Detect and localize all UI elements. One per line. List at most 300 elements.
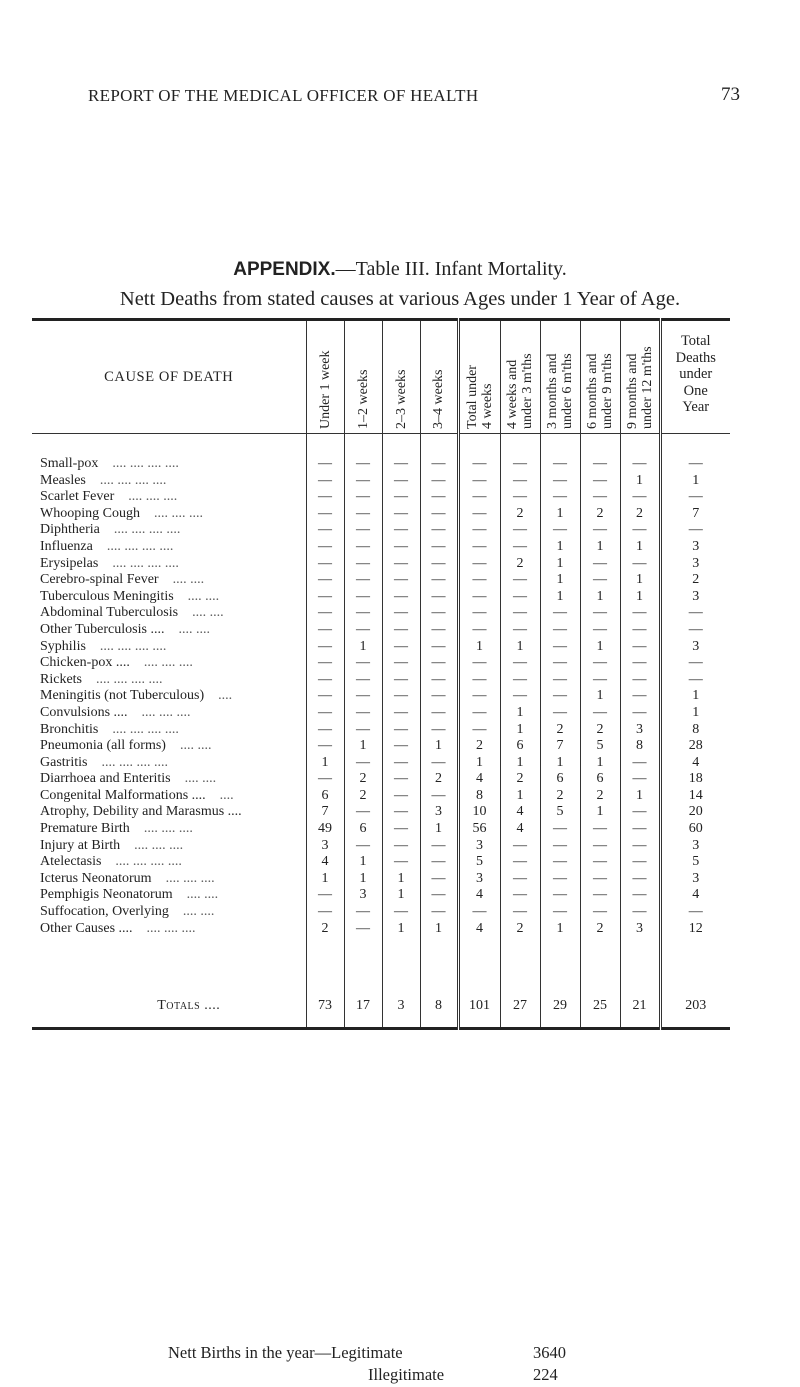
value-cell: —: [540, 605, 580, 622]
column-header-label: 3–4 weeks: [431, 369, 446, 429]
value-cell: 3: [660, 639, 730, 656]
births-legitimate-value: 3640: [533, 1343, 566, 1362]
value-cell: 1: [500, 722, 540, 739]
spacer-cell: [344, 434, 382, 457]
cause-cell: [32, 788, 306, 805]
value-cell: —: [540, 887, 580, 904]
column-header-label: 1–2 weeks: [355, 369, 371, 429]
leader-dots: .... .... .... ....: [101, 754, 168, 770]
value-cell: 3: [660, 556, 730, 573]
value-cell: —: [306, 572, 344, 589]
table-row: [32, 572, 730, 589]
totals-label: Totals ....: [32, 991, 306, 1029]
value-cell: —: [540, 904, 580, 921]
value-cell: —: [382, 771, 420, 788]
column-header-label: 6 months and under 9 m'ths: [585, 353, 615, 429]
cause-cell: [32, 489, 306, 506]
value-cell: —: [620, 605, 660, 622]
value-cell: —: [306, 522, 344, 539]
value-cell: 4: [660, 887, 730, 904]
value-cell: —: [620, 887, 660, 904]
leader-dots: .... .... ....: [128, 489, 178, 505]
cause-label: Syphilis: [40, 638, 86, 654]
value-cell: —: [344, 473, 382, 490]
cause-cell: [32, 738, 306, 755]
cause-label: Pneumonia (all forms): [40, 738, 166, 754]
table-row: [32, 871, 730, 888]
table-subtitle: Nett Deaths from stated causes at various Ages under 1 Year of Age.: [119, 288, 681, 310]
value-cell: —: [660, 522, 730, 539]
value-cell: —: [344, 622, 382, 639]
value-cell: —: [458, 522, 500, 539]
value-cell: 2: [580, 788, 620, 805]
value-cell: 4: [458, 887, 500, 904]
value-cell: 1: [306, 755, 344, 772]
leader-dots: .... .... ....: [141, 704, 191, 720]
page-number: 73: [721, 84, 740, 105]
leader-dots: .... .... ....: [153, 505, 203, 521]
value-cell: —: [580, 605, 620, 622]
value-cell: 1: [306, 871, 344, 888]
cause-label: Suffocation, Overlying: [40, 904, 169, 920]
value-cell: —: [382, 589, 420, 606]
leader-dots: .... ....: [187, 588, 220, 604]
value-cell: —: [580, 622, 620, 639]
value-cell: 10: [458, 804, 500, 821]
births-label: Nett Births in the year—Legitimate: [168, 1343, 403, 1362]
value-cell: 6: [500, 738, 540, 755]
totals-value-cell: 21: [620, 991, 660, 1029]
totals-value-cell: 17: [344, 991, 382, 1029]
value-cell: —: [620, 904, 660, 921]
value-cell: 14: [660, 788, 730, 805]
value-cell: 4: [458, 921, 500, 938]
table-row: [32, 605, 730, 622]
value-cell: —: [620, 522, 660, 539]
cause-cell: [32, 887, 306, 904]
value-cell: —: [580, 489, 620, 506]
value-cell: —: [306, 771, 344, 788]
value-cell: —: [500, 522, 540, 539]
appendix-lead: APPENDIX.: [233, 259, 336, 280]
value-cell: —: [306, 738, 344, 755]
leader-dots: .... ....: [186, 887, 219, 903]
value-cell: —: [382, 804, 420, 821]
value-cell: —: [620, 755, 660, 772]
births-illegitimate-label: Illegitimate: [368, 1365, 445, 1384]
value-cell: —: [660, 655, 730, 672]
table-row: [32, 788, 730, 805]
value-cell: —: [458, 605, 500, 622]
value-cell: 1: [580, 539, 620, 556]
cause-cell: [32, 904, 306, 921]
value-cell: 3: [306, 838, 344, 855]
value-cell: —: [344, 722, 382, 739]
value-cell: 1: [344, 738, 382, 755]
value-cell: 5: [540, 804, 580, 821]
value-cell: 8: [458, 788, 500, 805]
value-cell: —: [306, 622, 344, 639]
value-cell: —: [620, 655, 660, 672]
column-header-label: 4 weeks and under 3 m'ths: [505, 353, 535, 429]
table-row: [32, 771, 730, 788]
value-cell: —: [420, 688, 458, 705]
value-cell: 7: [306, 804, 344, 821]
value-cell: 1: [620, 473, 660, 490]
value-cell: 1: [458, 639, 500, 656]
value-cell: —: [344, 705, 382, 722]
spacer-row: [32, 434, 730, 457]
value-cell: —: [344, 672, 382, 689]
value-cell: —: [620, 804, 660, 821]
table-row: [32, 473, 730, 490]
value-cell: 3: [420, 804, 458, 821]
value-cell: —: [420, 572, 458, 589]
value-cell: —: [660, 904, 730, 921]
value-cell: 7: [660, 506, 730, 523]
cause-label: Rickets: [40, 671, 82, 687]
value-cell: 1: [458, 755, 500, 772]
cause-cell: [32, 522, 306, 539]
value-cell: —: [420, 705, 458, 722]
table-row: [32, 522, 730, 539]
value-cell: 5: [580, 738, 620, 755]
leader-dots: .... .... .... ....: [113, 522, 181, 538]
value-cell: —: [580, 705, 620, 722]
value-cell: 3: [660, 871, 730, 888]
column-header-label: Total under 4 weeks: [464, 365, 495, 429]
value-cell: 6: [540, 771, 580, 788]
value-cell: —: [500, 904, 540, 921]
cause-label: Influenza: [40, 538, 93, 554]
value-cell: —: [306, 456, 344, 473]
value-cell: —: [382, 821, 420, 838]
value-cell: —: [382, 489, 420, 506]
total-column-header: [660, 320, 730, 434]
value-cell: 1: [382, 887, 420, 904]
value-cell: 4: [306, 854, 344, 871]
value-cell: 2: [500, 506, 540, 523]
cause-label: Convulsions ....: [40, 704, 128, 720]
value-cell: 2: [580, 921, 620, 938]
value-cell: —: [500, 456, 540, 473]
value-cell: —: [420, 473, 458, 490]
value-cell: 5: [660, 854, 730, 871]
value-cell: —: [620, 838, 660, 855]
value-cell: 3: [458, 838, 500, 855]
value-cell: 1: [500, 755, 540, 772]
value-cell: 1: [540, 539, 580, 556]
leader-dots: .... .... .... ....: [96, 671, 163, 687]
value-cell: 1: [660, 473, 730, 490]
value-cell: 1: [540, 556, 580, 573]
value-cell: —: [382, 456, 420, 473]
value-cell: —: [344, 589, 382, 606]
spacer-cell: [620, 434, 660, 457]
value-cell: —: [306, 887, 344, 904]
table-row: [32, 804, 730, 821]
cause-label: Gastritis: [40, 754, 88, 770]
value-cell: 6: [580, 771, 620, 788]
value-cell: 2: [540, 722, 580, 739]
value-cell: —: [540, 489, 580, 506]
spacer-cell: [458, 434, 500, 457]
value-cell: —: [580, 672, 620, 689]
cause-label: Other Causes ....: [40, 920, 133, 936]
value-cell: —: [540, 838, 580, 855]
value-cell: 4: [500, 821, 540, 838]
spacer-cell: [32, 937, 306, 991]
cause-cell: [32, 722, 306, 739]
value-cell: 2: [580, 506, 620, 523]
value-cell: 4: [458, 771, 500, 788]
column-header: [420, 320, 458, 434]
table-row: [32, 639, 730, 656]
table-row: [32, 755, 730, 772]
value-cell: —: [420, 589, 458, 606]
table-row: [32, 655, 730, 672]
value-cell: 1: [344, 639, 382, 656]
value-cell: 2: [660, 572, 730, 589]
value-cell: —: [306, 688, 344, 705]
cause-cell: [32, 456, 306, 473]
value-cell: —: [382, 755, 420, 772]
value-cell: —: [540, 639, 580, 656]
table-row: [32, 506, 730, 523]
totals-value-cell: 8: [420, 991, 458, 1029]
spacer-cell: [344, 937, 382, 991]
appendix-title: [0, 258, 800, 281]
total-column-header-label: Total Deaths under One Year: [675, 333, 716, 415]
value-cell: 2: [500, 556, 540, 573]
value-cell: —: [500, 887, 540, 904]
value-cell: —: [620, 854, 660, 871]
table-row: [32, 838, 730, 855]
leader-dots: .... ....: [172, 572, 205, 588]
value-cell: —: [420, 672, 458, 689]
totals-value-cell: 101: [458, 991, 500, 1029]
value-cell: —: [382, 556, 420, 573]
spacer-cell: [382, 434, 420, 457]
value-cell: 6: [306, 788, 344, 805]
value-cell: —: [382, 854, 420, 871]
cause-label: Erysipelas: [40, 555, 99, 571]
cause-cell: [32, 605, 306, 622]
value-cell: —: [306, 639, 344, 656]
value-cell: 1: [540, 921, 580, 938]
table-row: [32, 921, 730, 938]
cause-label: Abdominal Tuberculosis: [40, 605, 179, 621]
leader-dots: .... .... .... ....: [112, 721, 179, 737]
leader-dots: .... .... .... ....: [112, 456, 179, 471]
value-cell: —: [344, 838, 382, 855]
value-cell: —: [458, 489, 500, 506]
table-row: [32, 722, 730, 739]
cause-label: Whooping Cough: [40, 505, 140, 521]
value-cell: 1: [660, 688, 730, 705]
table-header-row: [32, 320, 730, 434]
spacer-cell: [500, 434, 540, 457]
value-cell: —: [580, 556, 620, 573]
table-row: [32, 738, 730, 755]
value-cell: —: [344, 904, 382, 921]
value-cell: —: [458, 672, 500, 689]
leader-dots: .... ....: [178, 621, 210, 637]
column-header-label: 3 months and under 6 m'ths: [545, 353, 575, 429]
leader-dots: .... ....: [182, 904, 215, 920]
spacer-cell: [306, 937, 344, 991]
value-cell: 1: [344, 871, 382, 888]
value-cell: 1: [580, 639, 620, 656]
cause-cell: [32, 639, 306, 656]
value-cell: 1: [420, 921, 458, 938]
value-cell: —: [306, 705, 344, 722]
value-cell: 2: [620, 506, 660, 523]
value-cell: 1: [580, 804, 620, 821]
cause-cell: [32, 771, 306, 788]
value-cell: —: [382, 722, 420, 739]
value-cell: 1: [620, 539, 660, 556]
cause-cell: [32, 672, 306, 689]
value-cell: —: [458, 705, 500, 722]
leader-dots: .... ....: [192, 605, 224, 621]
value-cell: —: [420, 655, 458, 672]
cause-cell: [32, 539, 306, 556]
value-cell: —: [500, 854, 540, 871]
value-cell: —: [382, 639, 420, 656]
value-cell: —: [620, 871, 660, 888]
value-cell: —: [458, 572, 500, 589]
value-cell: 1: [540, 506, 580, 523]
value-cell: —: [540, 655, 580, 672]
cause-label: Bronchitis: [40, 721, 99, 737]
totals-value-cell: 3: [382, 991, 420, 1029]
cause-cell: [32, 854, 306, 871]
value-cell: —: [620, 821, 660, 838]
leader-dots: .... .... .... ....: [115, 854, 182, 870]
cause-label: Cerebro-spinal Fever: [40, 572, 159, 588]
leader-dots: .... .... .... ....: [106, 538, 174, 554]
value-cell: —: [382, 506, 420, 523]
value-cell: 1: [540, 589, 580, 606]
value-cell: 1: [500, 705, 540, 722]
value-cell: —: [580, 821, 620, 838]
value-cell: —: [458, 622, 500, 639]
table-row: [32, 556, 730, 573]
value-cell: —: [500, 655, 540, 672]
cause-label: Atrophy, Debility and Marasmus ....: [40, 804, 242, 820]
value-cell: —: [660, 489, 730, 506]
value-cell: —: [620, 672, 660, 689]
spacer-row: [32, 937, 730, 991]
value-cell: —: [500, 489, 540, 506]
value-cell: —: [382, 688, 420, 705]
cause-cell: [32, 506, 306, 523]
value-cell: —: [382, 605, 420, 622]
cause-cell: [32, 589, 306, 606]
value-cell: —: [660, 672, 730, 689]
value-cell: —: [540, 705, 580, 722]
totals-value-cell: 25: [580, 991, 620, 1029]
value-cell: —: [344, 522, 382, 539]
column-header: [500, 320, 540, 434]
value-cell: —: [420, 887, 458, 904]
spacer-cell: [420, 937, 458, 991]
leader-dots: .... .... ....: [134, 837, 184, 853]
value-cell: —: [344, 539, 382, 556]
value-cell: —: [458, 539, 500, 556]
value-cell: —: [382, 572, 420, 589]
leader-dots: .... .... .... ....: [99, 472, 167, 488]
value-cell: 20: [660, 804, 730, 821]
value-cell: —: [420, 904, 458, 921]
table-row: [32, 539, 730, 556]
value-cell: 1: [500, 788, 540, 805]
value-cell: 1: [540, 755, 580, 772]
table-row: [32, 456, 730, 473]
value-cell: —: [540, 821, 580, 838]
value-cell: —: [620, 489, 660, 506]
leader-dots: .... .... .... ....: [112, 555, 179, 571]
spacer-cell: [32, 434, 306, 457]
value-cell: —: [458, 589, 500, 606]
value-cell: 2: [306, 921, 344, 938]
value-cell: 1: [382, 871, 420, 888]
value-cell: —: [382, 522, 420, 539]
cause-label: Atelectasis: [40, 854, 102, 870]
value-cell: —: [540, 854, 580, 871]
value-cell: —: [306, 556, 344, 573]
value-cell: —: [500, 672, 540, 689]
value-cell: 5: [458, 854, 500, 871]
cause-label: Other Tuberculosis ....: [40, 621, 165, 637]
value-cell: 1: [580, 589, 620, 606]
column-header: [540, 320, 580, 434]
table-row: [32, 904, 730, 921]
value-cell: —: [420, 871, 458, 888]
value-cell: —: [420, 854, 458, 871]
value-cell: 56: [458, 821, 500, 838]
table-row: [32, 622, 730, 639]
value-cell: —: [540, 688, 580, 705]
cause-label: Congenital Malformations ....: [40, 787, 206, 803]
column-header-label: 2–3 weeks: [393, 369, 409, 429]
value-cell: —: [660, 622, 730, 639]
value-cell: —: [620, 705, 660, 722]
value-cell: 2: [500, 921, 540, 938]
totals-value-cell: 27: [500, 991, 540, 1029]
appendix-table-title: —Table III. Infant Mortality.: [335, 258, 567, 280]
column-header: [620, 320, 660, 434]
value-cell: —: [620, 639, 660, 656]
cause-cell: [32, 871, 306, 888]
cause-label: Pemphigis Neonatorum: [40, 887, 173, 903]
table-row: [32, 489, 730, 506]
leader-dots: .... ....: [184, 771, 217, 787]
value-cell: 8: [620, 738, 660, 755]
births-illegitimate-value: 224: [533, 1365, 558, 1384]
cause-label: Icterus Neonatorum: [40, 870, 152, 886]
table-row: [32, 672, 730, 689]
value-cell: 49: [306, 821, 344, 838]
table-row: [32, 821, 730, 838]
table-row: [32, 887, 730, 904]
value-cell: 1: [620, 788, 660, 805]
value-cell: 7: [540, 738, 580, 755]
value-cell: —: [500, 688, 540, 705]
value-cell: 2: [540, 788, 580, 805]
value-cell: 1: [660, 705, 730, 722]
